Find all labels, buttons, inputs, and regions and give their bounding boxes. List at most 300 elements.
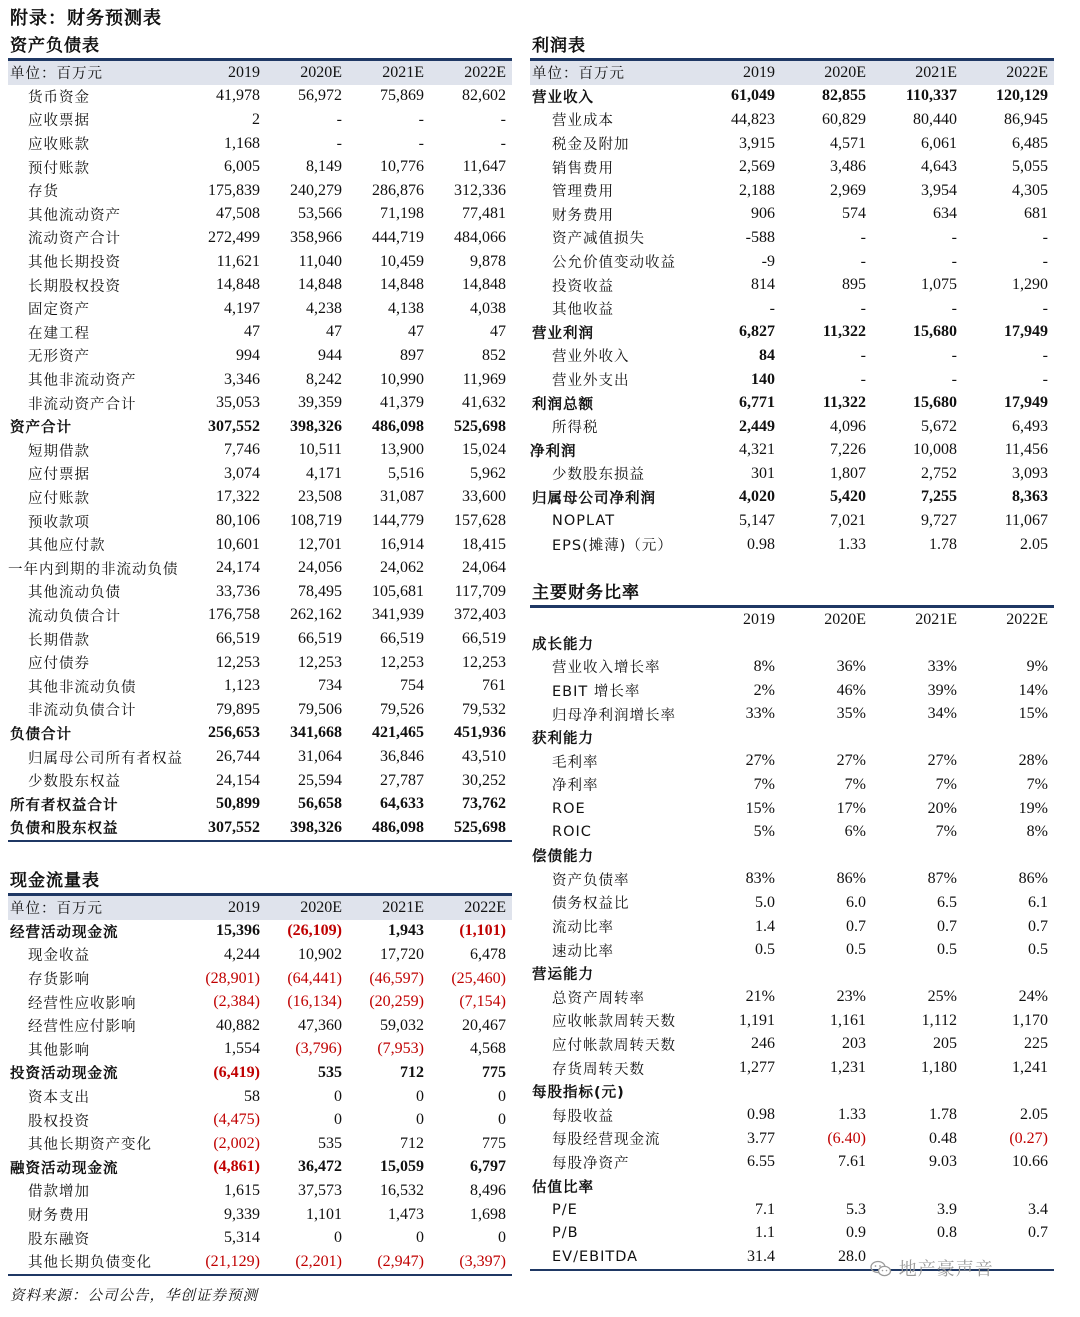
cell-value <box>963 1080 1054 1104</box>
row-label: 每股指标(元) <box>532 1085 625 1102</box>
cell-value: 9% <box>1026 657 1048 675</box>
row-label: 应付票据 <box>28 467 90 484</box>
row-label: 经营活动现金流 <box>10 924 119 941</box>
row-label: 营业外收入 <box>552 349 630 366</box>
cell-value: 484,066 <box>454 228 506 246</box>
cell-value: 3.77 <box>747 1129 775 1147</box>
row-label: 非流动资产合计 <box>28 396 137 413</box>
cell-value: 11,969 <box>462 370 506 388</box>
table-row <box>8 769 512 793</box>
cell-value: 761 <box>482 677 506 695</box>
row-label: 非流动负债合计 <box>28 703 137 720</box>
table-row <box>530 108 1054 132</box>
table-row <box>8 990 512 1014</box>
cell-value: 1,943 <box>388 922 424 940</box>
cell-value: 5,672 <box>921 417 957 435</box>
cell-value: 66,519 <box>298 630 342 648</box>
cell-value: 5.3 <box>846 1200 866 1218</box>
watermark-text: 地产豪声音 <box>898 1259 994 1280</box>
cell-value: 25% <box>927 988 957 1006</box>
cell-value: - <box>500 110 506 128</box>
row-label: 所有者权益合计 <box>10 797 119 814</box>
page-title: 附录：财务预测表 <box>10 8 162 29</box>
cell-value <box>690 726 781 750</box>
table-row <box>530 439 1054 463</box>
cell-value: 86,945 <box>1004 110 1048 128</box>
cell-value: 84 <box>759 346 775 364</box>
table-row <box>8 155 512 179</box>
row-label: 融资活动现金流 <box>10 1160 119 1177</box>
table-row <box>530 1009 1054 1033</box>
cell-value: 41,632 <box>462 394 506 412</box>
cell-value: 4,643 <box>921 158 957 176</box>
cell-value: 4,020 <box>739 488 775 506</box>
table-row <box>8 439 512 463</box>
cell-value: 15,680 <box>913 323 957 341</box>
cell-value: - <box>769 299 775 317</box>
cell-value: 1.33 <box>838 535 866 553</box>
cell-value: 0.98 <box>747 1106 775 1124</box>
cell-value: 7,021 <box>830 512 866 530</box>
cell-value: 13,900 <box>380 441 424 459</box>
cell-value: 1,277 <box>739 1059 775 1077</box>
cell-value: 24,064 <box>462 559 506 577</box>
cell-value: 11,456 <box>1004 441 1048 459</box>
cell-value: 19% <box>1018 799 1048 817</box>
row-label: 估值比率 <box>532 1179 594 1196</box>
row-label: P/E <box>552 1201 578 1218</box>
cell-value: 7% <box>844 775 866 793</box>
table-row <box>8 132 512 156</box>
row-label: 每股收益 <box>552 1108 614 1125</box>
cell-value: - <box>418 110 424 128</box>
cell-value: 12,701 <box>298 535 342 553</box>
row-label: 存货周转天数 <box>552 1061 645 1078</box>
cell-value: 35% <box>836 705 866 723</box>
cell-value: 0 <box>416 1087 424 1105</box>
cell-value: 15% <box>1018 705 1048 723</box>
table-row <box>530 702 1054 726</box>
row-label: 其他长期投资 <box>28 255 121 272</box>
cell-value: 144,779 <box>372 512 424 530</box>
cell-value <box>690 962 781 986</box>
cell-value: 734 <box>318 677 342 695</box>
cell-value: 7% <box>935 775 957 793</box>
row-label: 投资活动现金流 <box>10 1066 119 1083</box>
row-label: 固定资产 <box>28 302 90 319</box>
row-label: 其他流动负债 <box>28 585 121 602</box>
cell-value: 16,914 <box>380 535 424 553</box>
cell-value: 0 <box>498 1111 506 1129</box>
cash-flow-title: 现金流量表 <box>8 869 512 896</box>
cell-value: 2,449 <box>739 417 775 435</box>
row-label: 应收账款 <box>28 137 90 154</box>
cell-value: 8,242 <box>306 370 342 388</box>
table-row <box>530 1174 1054 1198</box>
row-label: 营业收入增长率 <box>552 660 661 677</box>
table-row <box>530 533 1054 557</box>
cell-value: - <box>860 299 866 317</box>
cell-value: 754 <box>400 677 424 695</box>
cell-value: 3,486 <box>830 158 866 176</box>
balance-sheet-title: 资产负债表 <box>8 34 512 61</box>
header-year: 2021E <box>348 896 430 920</box>
cell-value: 1,231 <box>830 1059 866 1077</box>
cell-value: 27% <box>927 752 957 770</box>
cell-value: (0.27) <box>1009 1129 1048 1147</box>
table-row <box>530 1198 1054 1222</box>
cell-value: 10,902 <box>298 945 342 963</box>
table-row <box>530 391 1054 415</box>
row-label: 在建工程 <box>28 325 90 342</box>
cell-value: 9,878 <box>470 252 506 270</box>
cell-value: 0.5 <box>1028 941 1048 959</box>
balance-sheet-table <box>8 61 512 842</box>
cell-value: 11,647 <box>462 158 506 176</box>
cell-value: 33,600 <box>462 488 506 506</box>
cell-value: 34% <box>927 705 957 723</box>
cell-value: 0.7 <box>937 917 957 935</box>
cell-value: 87% <box>927 870 957 888</box>
cell-value: 30,252 <box>462 771 506 789</box>
cell-value: 6,005 <box>224 158 260 176</box>
cell-value: 33,736 <box>216 582 260 600</box>
cell-value: 9,727 <box>921 512 957 530</box>
cell-value: 86% <box>836 870 866 888</box>
table-row <box>530 1056 1054 1080</box>
header-year: 2019 <box>690 608 781 632</box>
cell-value: 7,226 <box>830 441 866 459</box>
cell-value: 256,653 <box>208 724 260 742</box>
cell-value: - <box>860 228 866 246</box>
cell-value: 59,032 <box>380 1016 424 1034</box>
cell-value: 10,511 <box>298 441 342 459</box>
header-year: 2022E <box>430 61 512 85</box>
table-row <box>530 509 1054 533</box>
row-label: 一年内到期的非流动负债 <box>8 561 179 578</box>
cell-value: (25,460) <box>451 969 506 987</box>
cell-value <box>690 632 781 656</box>
cell-value: 444,719 <box>372 228 424 246</box>
row-label: 短期借款 <box>28 443 90 460</box>
row-label: 经营性应付影响 <box>28 1019 137 1036</box>
cell-value: 681 <box>1024 205 1048 223</box>
table-row <box>530 1151 1054 1175</box>
table-row <box>8 250 512 274</box>
cell-value: 24,056 <box>298 559 342 577</box>
cell-value: 0 <box>334 1087 342 1105</box>
cell-value: 712 <box>400 1063 424 1081</box>
cell-value: (4,475) <box>213 1111 260 1129</box>
cell-value: 176,758 <box>208 606 260 624</box>
cell-value: 105,681 <box>372 582 424 600</box>
cell-value: 1,473 <box>388 1205 424 1223</box>
row-label: P/B <box>552 1225 579 1242</box>
row-label: 现金收益 <box>28 948 90 965</box>
cell-value: 1,101 <box>306 1205 342 1223</box>
cell-value: 36% <box>836 657 866 675</box>
row-label: 所得税 <box>552 420 599 437</box>
cell-value: 4,571 <box>830 134 866 152</box>
cell-value: (2,201) <box>295 1252 342 1270</box>
cell-value: 341,939 <box>372 606 424 624</box>
cell-value: (3,796) <box>295 1040 342 1058</box>
cell-value: 897 <box>400 346 424 364</box>
row-label: 资产负债率 <box>552 872 630 889</box>
cell-value: 10,008 <box>913 441 957 459</box>
table-row <box>8 1108 512 1132</box>
cell-value: 7.61 <box>838 1153 866 1171</box>
cell-value: 25,594 <box>298 771 342 789</box>
cell-value: 14,848 <box>298 276 342 294</box>
cell-value: 23,508 <box>298 488 342 506</box>
cell-value: 240,279 <box>290 181 342 199</box>
cell-value: 1,191 <box>739 1011 775 1029</box>
cell-value: 33% <box>745 705 775 723</box>
cell-value <box>690 844 781 868</box>
cell-value: 6,771 <box>739 394 775 412</box>
cell-value: (21,129) <box>205 1252 260 1270</box>
cell-value: 14,848 <box>462 276 506 294</box>
row-label: 其他应付款 <box>28 538 106 555</box>
row-label: 每股净资产 <box>552 1155 630 1172</box>
row-label: 预收款项 <box>28 514 90 531</box>
cell-value: - <box>951 299 957 317</box>
table-row <box>530 1080 1054 1104</box>
cell-value: 1,615 <box>224 1181 260 1199</box>
cell-value: 525,698 <box>454 818 506 836</box>
cell-value: 272,499 <box>208 228 260 246</box>
cell-value: 36,472 <box>298 1158 342 1176</box>
row-label: 毛利率 <box>552 754 599 771</box>
cell-value: 8% <box>1026 823 1048 841</box>
cell-value: 3,074 <box>224 464 260 482</box>
table-row <box>530 368 1054 392</box>
table-row <box>530 1103 1054 1127</box>
cell-value: 6,827 <box>739 323 775 341</box>
cell-value: 775 <box>482 1134 506 1152</box>
row-label: NOPLAT <box>552 513 616 530</box>
cell-value: 0 <box>498 1229 506 1247</box>
cell-value: (3,397) <box>459 1252 506 1270</box>
row-label: 公允价值变动收益 <box>552 255 676 272</box>
cell-value: 5,055 <box>1012 158 1048 176</box>
cell-value: - <box>951 346 957 364</box>
cell-value: 4,568 <box>470 1040 506 1058</box>
cell-value: - <box>951 252 957 270</box>
row-label: 营业成本 <box>552 113 614 130</box>
cell-value: (6.40) <box>827 1129 866 1147</box>
cell-value: 2.05 <box>1020 535 1048 553</box>
cell-value: 6,478 <box>470 945 506 963</box>
table-row <box>8 698 512 722</box>
cell-value: 41,379 <box>380 394 424 412</box>
row-label: 营业利润 <box>532 325 594 342</box>
cash-flow-panel <box>8 869 512 1276</box>
table-row <box>8 1038 512 1062</box>
cell-value: 14,848 <box>216 276 260 294</box>
cell-value: 1,170 <box>1012 1011 1048 1029</box>
cell-value: 10,990 <box>380 370 424 388</box>
cell-value: -588 <box>745 228 775 246</box>
cell-value: 15,396 <box>216 922 260 940</box>
cell-value: 47,508 <box>216 205 260 223</box>
cell-value: 0.7 <box>846 917 866 935</box>
cell-value: - <box>1042 252 1048 270</box>
cell-value: 4,096 <box>830 417 866 435</box>
cell-value: - <box>951 228 957 246</box>
cell-value: 27% <box>745 752 775 770</box>
cell-value: 17% <box>836 799 866 817</box>
cell-value <box>963 1174 1054 1198</box>
cell-value: 4,244 <box>224 945 260 963</box>
cell-value: 39,359 <box>298 394 342 412</box>
table-row <box>8 226 512 250</box>
cell-value: 24,062 <box>380 559 424 577</box>
table-header-row <box>530 608 1054 632</box>
row-label: 长期股权投资 <box>28 278 121 295</box>
cell-value: 398,326 <box>290 818 342 836</box>
table-row <box>530 155 1054 179</box>
cell-value: 7.1 <box>755 1200 775 1218</box>
table-row <box>8 943 512 967</box>
cell-value: 24,174 <box>216 559 260 577</box>
table-row <box>530 750 1054 774</box>
cell-value: 1,075 <box>921 276 957 294</box>
cell-value <box>690 1174 781 1198</box>
table-row <box>530 679 1054 703</box>
table-row <box>530 462 1054 486</box>
table-header-row <box>8 61 512 85</box>
cell-value: 4,238 <box>306 299 342 317</box>
table-row <box>8 1156 512 1180</box>
table-row <box>530 321 1054 345</box>
cell-value: 15,059 <box>380 1158 424 1176</box>
cell-value: - <box>336 110 342 128</box>
cell-value: 83% <box>745 870 775 888</box>
cell-value: 36,846 <box>380 748 424 766</box>
cell-value: 0 <box>416 1229 424 1247</box>
cell-value: 75,869 <box>380 87 424 105</box>
cell-value: 5,420 <box>830 488 866 506</box>
table-header-row <box>8 896 512 920</box>
cell-value: - <box>418 134 424 152</box>
balance-sheet-panel <box>8 34 512 842</box>
header-year: 2019 <box>184 896 266 920</box>
row-label: 无形资产 <box>28 349 90 366</box>
cell-value: - <box>951 370 957 388</box>
cell-value: 1,123 <box>224 677 260 695</box>
cell-value: 79,895 <box>216 700 260 718</box>
cell-value: 0.48 <box>929 1129 957 1147</box>
row-label: 应付帐款周转天数 <box>552 1037 676 1054</box>
cell-value: 39% <box>927 681 957 699</box>
row-label: ROE <box>552 800 586 817</box>
cell-value: 11,040 <box>298 252 342 270</box>
cell-value: 0 <box>334 1229 342 1247</box>
row-label: 借款增加 <box>28 1184 90 1201</box>
cell-value: (2,947) <box>377 1252 424 1270</box>
cell-value: 2 <box>252 110 260 128</box>
income-statement-table <box>530 61 1054 556</box>
cell-value: 2,569 <box>739 158 775 176</box>
cell-value: 56,972 <box>298 87 342 105</box>
cell-value: 6,797 <box>470 1158 506 1176</box>
header-year: 2020E <box>781 608 872 632</box>
table-row <box>8 1014 512 1038</box>
cell-value: 906 <box>751 205 775 223</box>
cell-value: 61,049 <box>731 87 775 105</box>
cell-value: 1.78 <box>929 535 957 553</box>
cell-value <box>872 844 963 868</box>
cell-value: 1,112 <box>921 1011 957 1029</box>
row-label: 经营性应收影响 <box>28 995 137 1012</box>
table-row <box>8 344 512 368</box>
header-unit: 单位：百万元 <box>8 61 184 85</box>
cell-value: 120,129 <box>996 87 1048 105</box>
cell-value: 5,962 <box>470 464 506 482</box>
cell-value: 46% <box>836 681 866 699</box>
cell-value <box>963 844 1054 868</box>
table-row <box>8 580 512 604</box>
cell-value <box>781 844 872 868</box>
cell-value: 1.4 <box>755 917 775 935</box>
source-note: 资料来源：公司公告，华创证券预测 <box>10 1288 258 1304</box>
cell-value: 8% <box>753 657 775 675</box>
cash-flow-table <box>8 896 512 1276</box>
cell-value: 47 <box>490 323 506 341</box>
table-row <box>8 1250 512 1275</box>
table-row <box>8 462 512 486</box>
cell-value: (7,953) <box>377 1040 424 1058</box>
cell-value: 5.0 <box>755 893 775 911</box>
table-row <box>8 1061 512 1085</box>
cell-value: 11,322 <box>822 323 866 341</box>
table-row <box>530 726 1054 750</box>
row-label: 股权投资 <box>28 1113 90 1130</box>
cell-value: (46,597) <box>369 969 424 987</box>
cell-value: 341,668 <box>290 724 342 742</box>
table-row <box>8 1203 512 1227</box>
cell-value: - <box>1042 299 1048 317</box>
cell-value: 40,882 <box>216 1016 260 1034</box>
cell-value: 11,067 <box>1004 512 1048 530</box>
cell-value: 16,532 <box>380 1181 424 1199</box>
row-label: 销售费用 <box>552 160 614 177</box>
row-label: 应付债券 <box>28 656 90 673</box>
table-row <box>530 655 1054 679</box>
table-header-row <box>530 61 1054 85</box>
table-row <box>8 509 512 533</box>
cell-value: 1,168 <box>224 134 260 152</box>
wechat-icon <box>870 1260 892 1278</box>
cell-value: 28.0 <box>838 1247 866 1265</box>
row-label: 速动比率 <box>552 943 614 960</box>
table-row <box>8 1226 512 1250</box>
income-statement-title: 利润表 <box>530 34 1054 61</box>
table-row <box>8 391 512 415</box>
cell-value: 14,848 <box>380 276 424 294</box>
header-year: 2020E <box>266 61 348 85</box>
cell-value: - <box>500 134 506 152</box>
row-label: 归母净利润增长率 <box>552 707 676 724</box>
table-row <box>8 556 512 580</box>
cell-value: 9.03 <box>929 1153 957 1171</box>
cell-value: 117,709 <box>454 582 506 600</box>
row-label: 获利能力 <box>532 731 594 748</box>
table-row <box>8 368 512 392</box>
cell-value: -9 <box>761 252 775 270</box>
